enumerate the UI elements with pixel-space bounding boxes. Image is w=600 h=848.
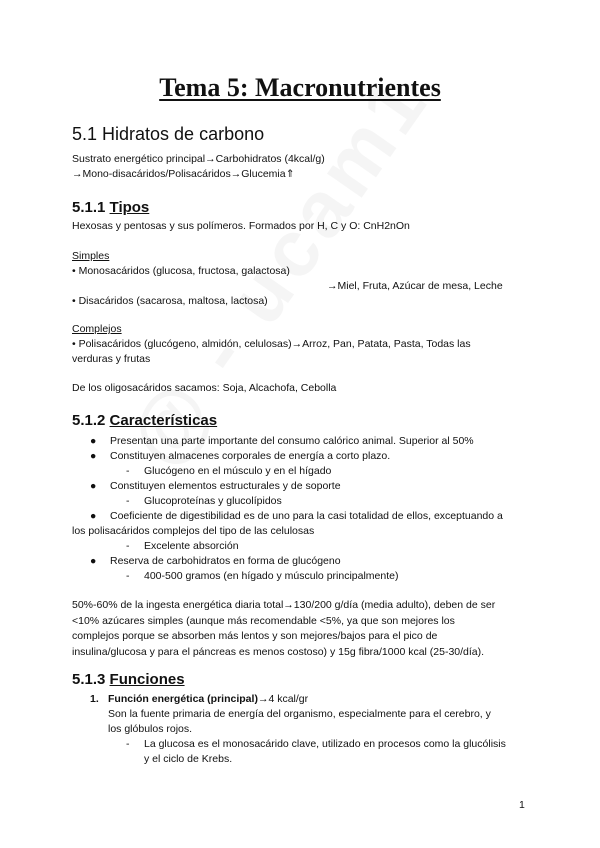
complejos-label: Complejos (72, 323, 122, 335)
list-item: ● Coeficiente de digestibilidad es de uno para la casi totalidad de ellos, exceptuando a (90, 510, 503, 522)
paragraph-line: 50%-60% de la ingesta energética diaria total→130/200 g/día (media adulto), deben de ser (72, 599, 496, 611)
subsection-number: 5.1.3 (72, 671, 106, 688)
intro-line: →Mono-disacáridos/Polisacáridos→Glucemia⇑ (72, 168, 295, 180)
paragraph-line: complejos porque se absorben más lentos y son mejores/bajos para el pico de (72, 630, 438, 642)
subsection-heading-tipos (72, 199, 149, 216)
list-item-continuation: los polisacáridos complejos del tipo de las celulosas (72, 525, 315, 537)
simples-block (72, 249, 503, 309)
subsection-label: Funciones (109, 671, 185, 688)
subsection-heading-caracteristicas (72, 412, 217, 429)
section-heading: 5.1 Hidratos de carbono (72, 124, 265, 144)
page-number: 1 (519, 799, 525, 811)
item-number: 1. (90, 693, 99, 705)
page-title: Tema 5: Macronutrientes (159, 73, 441, 102)
paragraph-line: insulina/glucosa y para el páncreas es menos costoso) y 15g fibra/1000 kcal (25-30/día). (72, 645, 485, 658)
list-item: ● Constituyen almacenes corporales de energía a corto plazo. (90, 450, 391, 462)
item-desc-line: los glóbulos rojos. (108, 723, 193, 735)
simples-item: • Monosacáridos (glucosa, fructosa, galactosa) (72, 265, 290, 277)
simples-item: →Miel, Fruta, Azúcar de mesa, Leche (327, 280, 503, 292)
list-subitem: - 400-500 gramos (en hígado y músculo principalmente) (126, 570, 399, 582)
item-title: Función energética (principal) (108, 693, 258, 705)
list-subitem: - La glucosa es el monosacárido clave, utilizado en procesos como la glucólisis (126, 738, 506, 750)
subsection-number: 5.1.1 (72, 199, 106, 216)
caracteristicas-list (72, 434, 503, 584)
list-subitem: - Glucoproteínas y glucolípidos (126, 495, 282, 507)
list-subitem: - Excelente absorción (126, 540, 239, 552)
list-subitem: - Glucógeno en el músculo y en el hígado (126, 465, 332, 477)
list-item: ● Constituyen elementos estructurales y de soporte (90, 480, 341, 492)
simples-label: Simples (72, 250, 110, 262)
complejos-block (72, 322, 471, 367)
subsection-label: Características (109, 412, 218, 429)
list-subitem-continuation: y el ciclo de Krebs. (144, 753, 233, 765)
funciones-list (90, 692, 506, 767)
oligo-text: De los oligosacáridos sacamos: Soja, Alcachofa, Cebolla (72, 382, 337, 394)
subsection-label: Tipos (109, 199, 150, 216)
simples-item: • Disacáridos (sacarosa, maltosa, lactosa) (72, 295, 268, 307)
complejos-item: verduras y frutas (72, 353, 151, 365)
paragraph-line: <10% azúcares simples (aunque más recomendable <5%, ya que son mejores los (72, 614, 455, 627)
item-desc-line: Son la fuente primaria de energía del organismo, especialmente para el cerebro, y (108, 708, 491, 720)
complejos-item: • Polisacáridos (glucógeno, almidón, celulosas)→Arroz, Pan, Patata, Pasta, Todas las (72, 338, 471, 350)
caracteristicas-paragraph (72, 598, 495, 660)
numbered-item (90, 692, 506, 707)
subsection-heading-funciones (72, 671, 185, 688)
section-intro (72, 152, 325, 182)
tipos-definition: Hexosas y pentosas y sus polímeros. Formados por H, C y O: CnH2nOn (72, 220, 410, 232)
list-item: ● Reserva de carbohidratos en forma de glucógeno (90, 555, 341, 567)
subsection-number: 5.1.2 (72, 412, 106, 429)
list-item: ● Presentan una parte importante del consumo calórico animal. Superior al 50% (90, 435, 474, 447)
item-title-suffix: →4 kcal/gr (257, 693, 309, 705)
intro-line: Sustrato energético principal→Carbohidratos (4kcal/g) (72, 153, 325, 165)
